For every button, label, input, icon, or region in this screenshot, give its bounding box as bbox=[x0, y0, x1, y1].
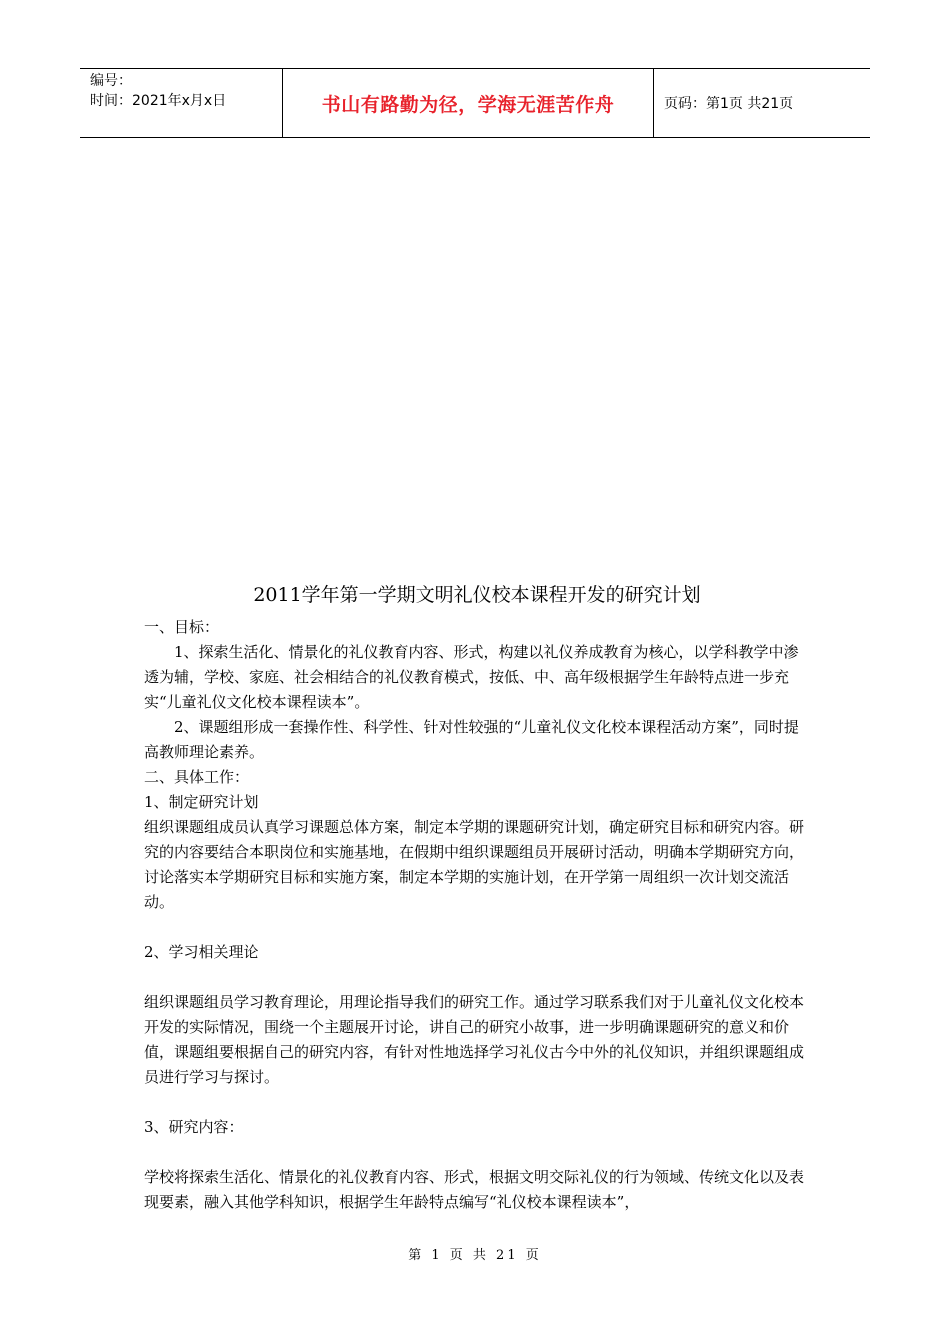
spacer bbox=[144, 1090, 810, 1115]
time-label: 时间：2021年x月x日 bbox=[90, 93, 227, 109]
header-meta bbox=[80, 69, 282, 137]
section1-heading: 一、目标： bbox=[144, 618, 220, 636]
header-motto: 书山有路勤为径，学海无涯苦作舟 bbox=[282, 69, 654, 137]
document-header bbox=[80, 68, 870, 138]
item2-heading: 2、学习相关理论 bbox=[144, 943, 259, 961]
item3-heading: 3、研究内容： bbox=[144, 1118, 244, 1136]
item1-heading: 1、制定研究计划 bbox=[144, 793, 259, 811]
item1-body: 组织课题组成员认真学习课题总体方案，制定本学期的课题研究计划，确定研究目标和研究内容。研究的内容要结合本职岗位和实施基地，在假期中组织课题组员开展研讨活动，明确本学期研究方向，讨论落实本学期研究目标和实施方案，制定本学期的实施计划，在开学第一周组织一次计划交流活动。 bbox=[144, 818, 805, 911]
header-page-info: 页码：第1页 共21页 bbox=[664, 96, 794, 112]
document-body bbox=[144, 580, 810, 1215]
page-footer: 第 1 页 共 21 页 bbox=[408, 1248, 542, 1263]
item3-body: 学校将探索生活化、情景化的礼仪教育内容、形式，根据文明交际礼仪的行为领域、传统文化以及表现要素，融入其他学科知识，根据学生年龄特点编写“礼仪校本课程读本”， bbox=[144, 1168, 805, 1211]
code-label: 编号： bbox=[90, 73, 132, 89]
goal-1: 1、探索生活化、情景化的礼仪教育内容、形式，构建以礼仪养成教育为核心，以学科教学中渗透为辅，学校、家庭、社会相结合的礼仪教育模式，按低、中、高年级根据学生年龄特点进一步充实“儿童礼仪文化校本课程读本”。 bbox=[144, 643, 799, 711]
goal-2: 2、课题组形成一套操作性、科学性、针对性较强的“儿童礼仪文化校本课程活动方案”，同时提高教师理论素养。 bbox=[144, 718, 799, 761]
section2-heading: 二、具体工作： bbox=[144, 768, 250, 786]
spacer bbox=[144, 965, 810, 990]
spacer bbox=[144, 915, 810, 940]
spacer bbox=[144, 1140, 810, 1165]
item2-body: 组织课题组员学习教育理论，用理论指导我们的研究工作。通过学习联系我们对于儿童礼仪文化校本开发的实际情况，围绕一个主题展开讨论，讲自己的研究小故事，进一步明确课题研究的意义和价值，课题组要根据自己的研究内容，有针对性地选择学习礼仪古今中外的礼仪知识，并组织课题组成员进行学习与探讨。 bbox=[144, 993, 805, 1086]
document-title: 2011学年第一学期文明礼仪校本课程开发的研究计划 bbox=[253, 584, 701, 606]
